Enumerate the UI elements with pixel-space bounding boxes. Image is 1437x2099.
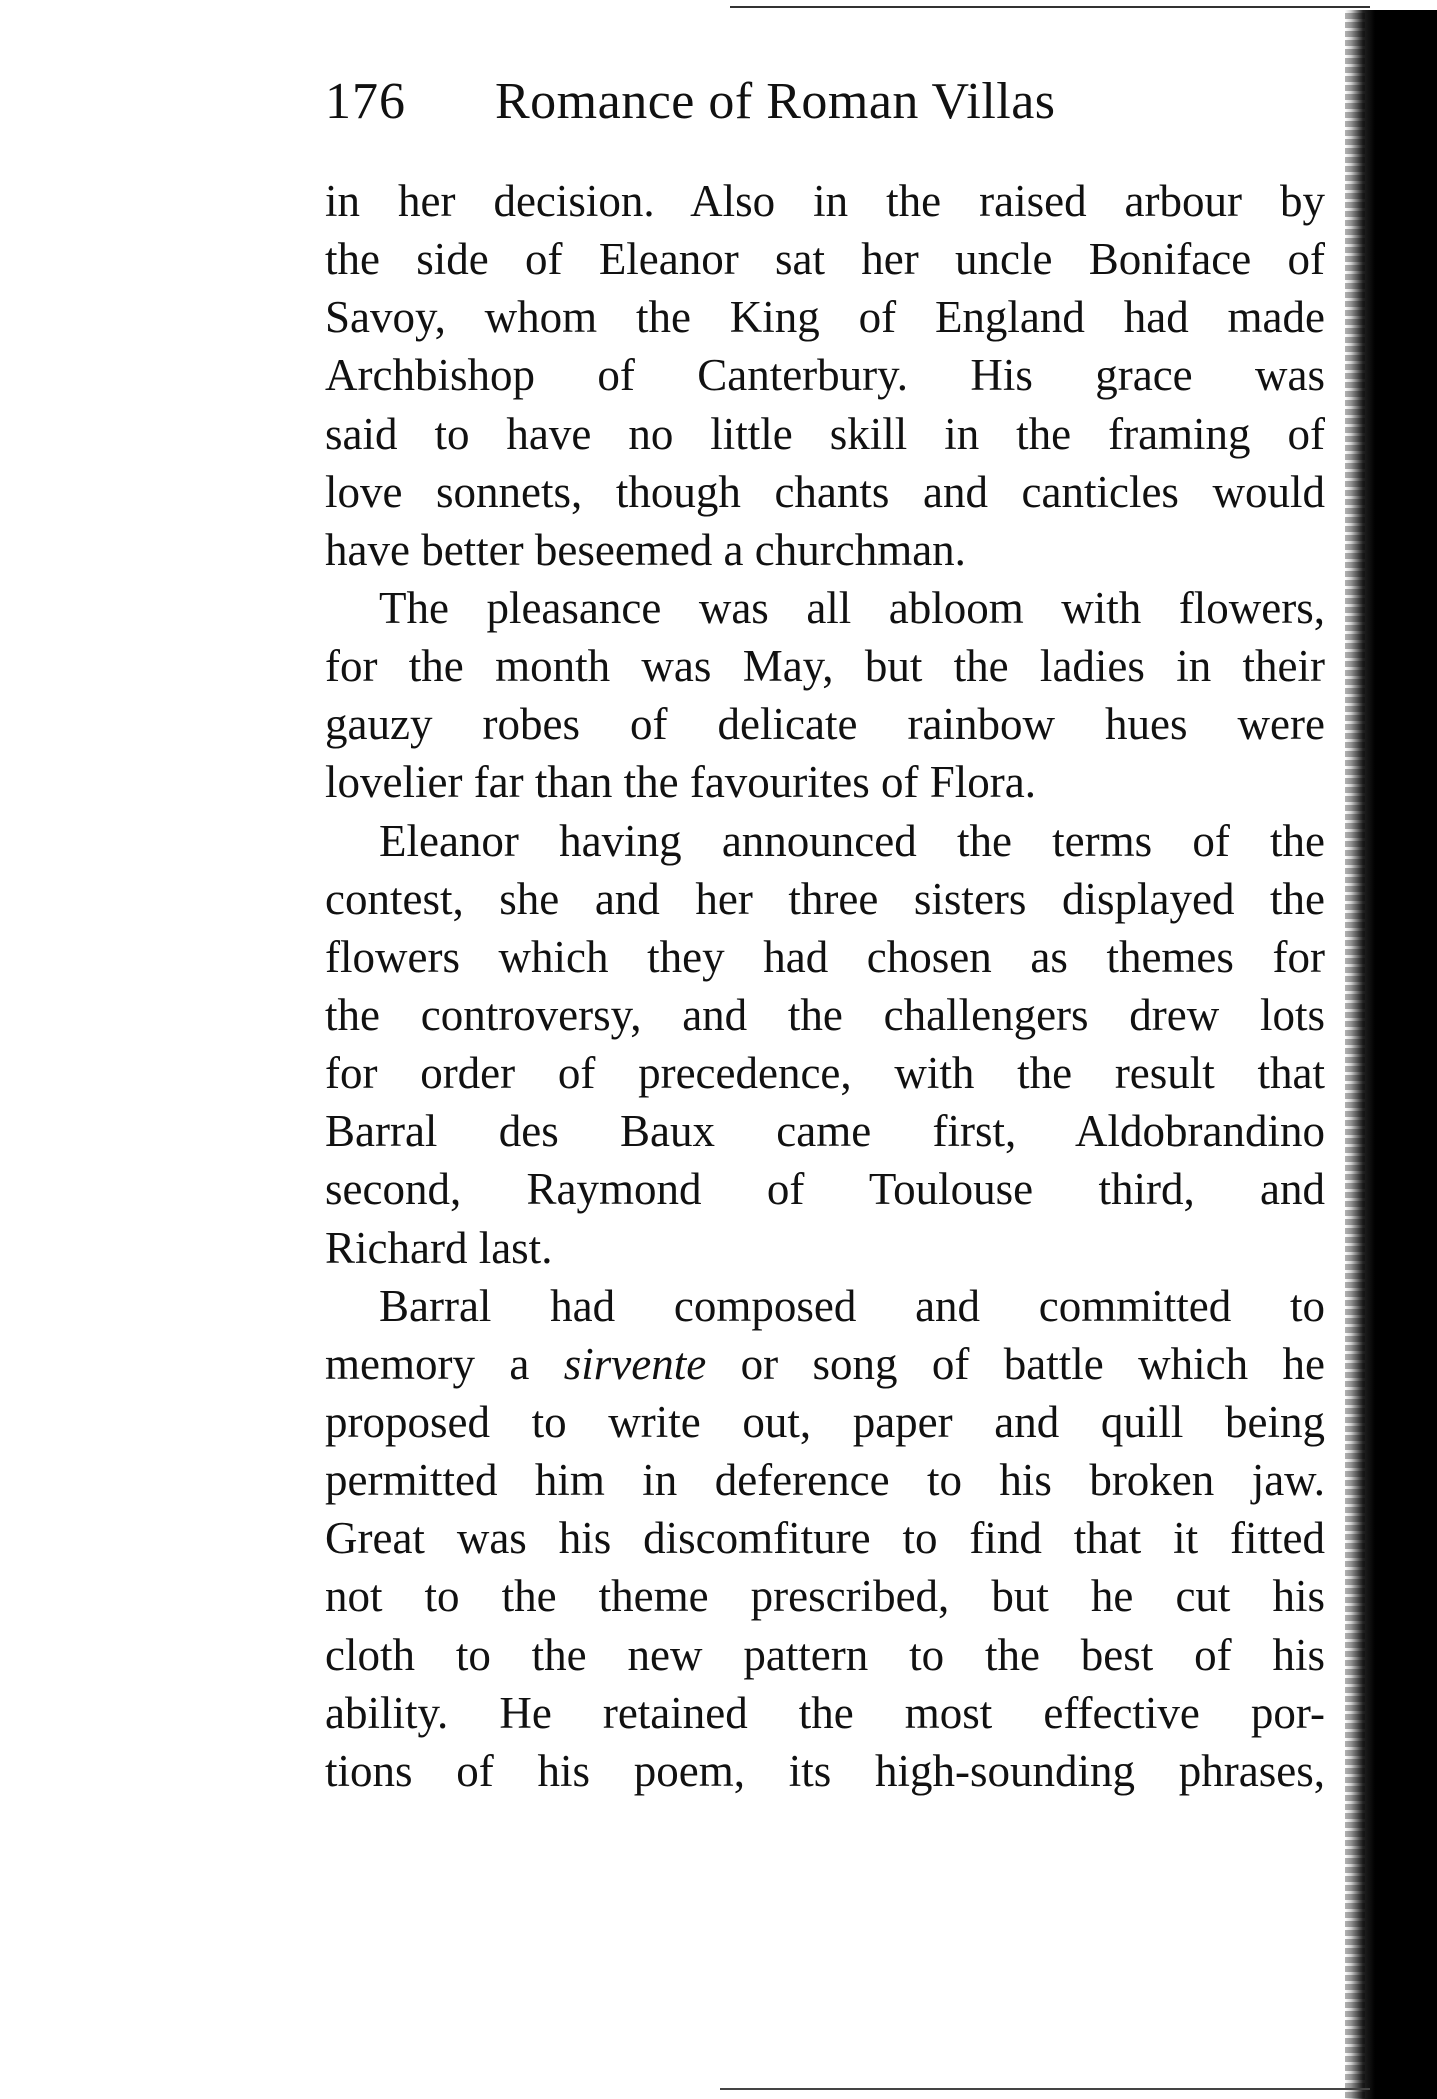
text-line: in her decision. Also in the raised arbour by [325,176,1325,226]
text-line: proposed to write out, paper and quill being [325,1396,1325,1447]
text-line: for the month was May, but the ladies in their [325,641,1325,692]
bottom-page-rule [720,2088,1370,2090]
text-line: flowers which they had chosen as themes for [325,931,1325,982]
body-text [325,172,1325,1800]
text-line: cloth to the new pattern to the best of his [325,1629,1325,1680]
text-line-with-italic [325,1335,1325,1393]
paragraph-start-line: Barral had composed and committed to [379,1280,1325,1331]
scanned-page-edge-shadow [1345,10,1437,2099]
text-line: for order of precedence, with the result that [325,1048,1325,1099]
text-line: love sonnets, though chants and canticles would [325,466,1325,517]
text-line: the controversy, and the challengers drew lots [325,989,1325,1040]
text-line: not to the theme prescribed, but he cut his [325,1571,1325,1622]
text-segment: memory a [325,1338,564,1389]
text-line: gauzy robes of delicate rainbow hues were [325,699,1325,750]
text-line: ability. He retained the most effective por- [325,1687,1325,1738]
paragraph-start-line: The pleasance was all abloom with flowers, [379,582,1325,633]
text-line: tions of his poem, its high-sounding phrases, [325,1745,1325,1796]
text-line: lovelier far than the favourites of Flora. [325,757,1036,808]
top-page-rule [730,6,1370,8]
text-line: contest, she and her three sisters displayed the [325,873,1325,924]
text-line: second, Raymond of Toulouse third, and [325,1164,1325,1215]
text-line: have better beseemed a churchman. [325,524,966,575]
text-line: Archbishop of Canterbury. His grace was [325,350,1325,401]
page-header [325,66,1335,138]
italic-term: sirvente [563,1338,707,1389]
text-line: Barral des Baux came first, Aldobrandino [325,1106,1325,1157]
text-segment: or song of battle which he [706,1338,1325,1389]
running-title: Romance of Roman Villas [495,73,1056,130]
text-line: said to have no little skill in the framing of [325,408,1325,459]
text-line: Great was his discomfiture to find that it fitted [325,1513,1325,1564]
text-line: the side of Eleanor sat her uncle Boniface of [325,234,1325,285]
page-number: 176 [325,73,406,130]
text-line: Richard last. [325,1222,553,1273]
text-line: Savoy, whom the King of England had made [325,292,1325,343]
text-line: permitted him in deference to his broken jaw. [325,1455,1325,1506]
paragraph-start-line: Eleanor having announced the terms of the [379,815,1325,866]
